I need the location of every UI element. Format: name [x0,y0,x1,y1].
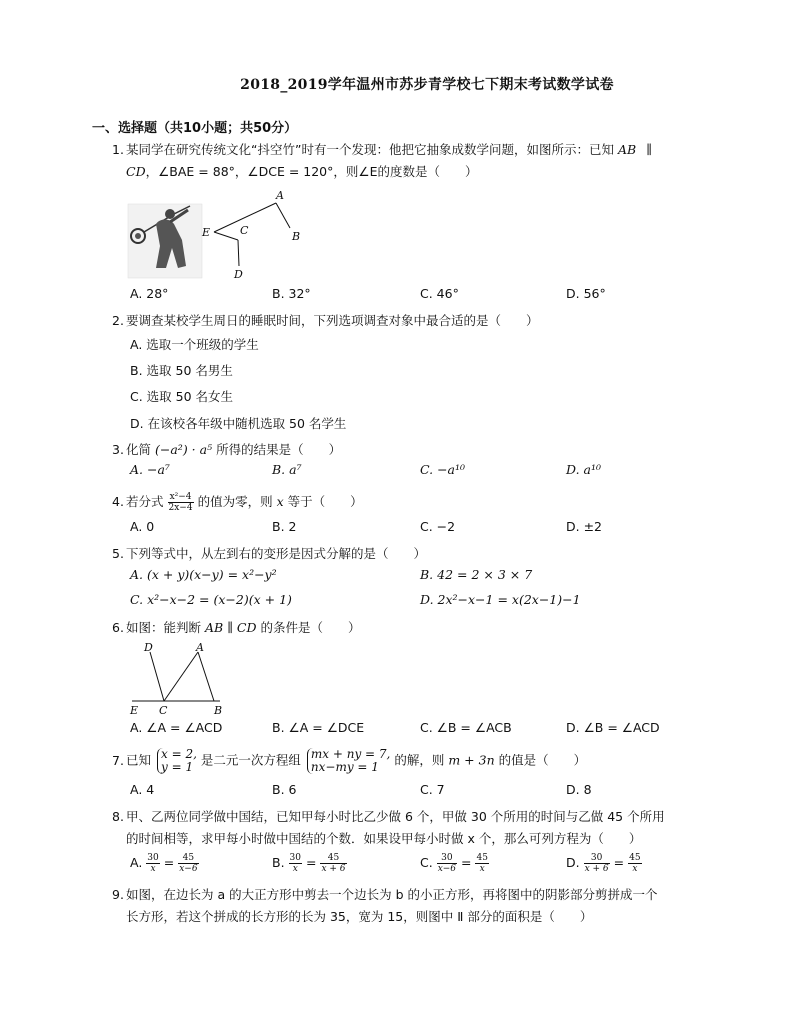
label-c: C [240,224,249,237]
label-b: B [214,704,223,717]
math-expression: AB ∥ CD [205,620,257,635]
question-text: 已知 [126,752,152,768]
fraction-right [320,853,346,874]
equals: = [163,855,175,870]
q5-option-d[interactable]: D. 2x²−x−1 = x(2x−1)−1 [420,592,581,607]
question-5 [112,543,712,565]
equals: = [461,855,472,870]
q4-option-b[interactable]: B. 2 [272,519,297,534]
segment-ca [164,652,198,701]
question-number: 6. [112,620,124,635]
fraction-right [178,853,198,874]
q6-option-c[interactable]: C. ∠B = ∠ACB [420,720,512,735]
q6-option-d[interactable]: D. ∠B = ∠ACD [566,720,660,735]
exam-title: 2018_2019学年温州市苏步青学校七下期末考试数学试卷 [240,77,614,93]
denominator: x [479,864,485,874]
numerator: 30 [437,853,457,864]
question-text-cont: ，∠BAE = 88°，∠DCE = 120°，则∠E的度数是（ ） [145,164,478,179]
q3-option-c[interactable]: C. −a¹⁰ [420,462,466,477]
question-text: 某同学在研究传统文化“抖空竹”时有一个发现：他把它抽象成数学问题，如图所示：已知 [126,142,614,157]
question-text: 若分式 [126,494,164,509]
fraction-left [584,853,610,874]
option-label: B. [272,855,285,870]
math-expression: m + 3n [448,752,495,768]
numerator: 30 [289,853,301,863]
question-number: 7. [112,752,124,768]
question-text-end: 的值是（ ） [498,752,587,768]
q3-option-a[interactable]: A. −a⁷ [130,462,170,477]
q3-option-b[interactable]: B. a⁷ [272,462,302,477]
label-c: C [159,704,168,717]
question-text: 要调查某校学生周日的睡眠时间，下列选项调查对象中最合适的是（ ） [126,313,539,328]
system-line-1: x = 2, [161,747,197,761]
fraction-right [628,853,641,874]
denominator: x [632,864,638,874]
denominator: x + 6 [584,864,609,874]
question-text-mid2: 的解，则 [394,752,445,768]
q7-option-b[interactable]: B. 6 [272,782,297,797]
numerator: 30 [147,853,159,863]
question-text: 如图：能判断 [126,620,202,635]
system-line-2: nx−my = 1 [310,760,379,774]
q7-option-c[interactable]: C. 7 [420,782,445,797]
label-d: D [144,641,153,654]
question-number: 8. [112,809,124,824]
q4-option-a[interactable]: A. 0 [130,519,155,534]
question-text-cont: 的时间相等，求甲每小时做中国结的个数．如果设甲每小时做 x 个，那么可列方程为（ ） [126,831,642,846]
math-ab: AB [617,142,637,157]
numerator: 45 [629,853,641,863]
denominator: x [292,864,298,874]
diagram-diabolo [126,188,316,288]
label-d: D [234,268,243,281]
equals: = [613,855,625,870]
question-number: 2. [112,313,124,328]
q8-option-a[interactable] [130,853,199,874]
q2-option-d[interactable]: D. 在该校各年级中随机选取 50 名学生 [130,416,347,431]
numerator: 30 [584,853,610,864]
question-number: 3. [112,442,124,457]
q8-option-c[interactable] [420,853,489,874]
question-text-cont: 长方形，若这个拼成的长方形的长为 35，宽为 15，则图中 Ⅱ 部分的面积是（ ） [126,909,593,924]
label-a: A [276,189,284,202]
denominator: x [150,864,156,874]
fraction-left [437,853,457,874]
label-e: E [130,704,139,717]
q8-option-d[interactable] [566,853,642,874]
question-text: 甲、乙两位同学做中国结，已知甲每小时比乙少做 6 个，甲做 30 个所用的时间与乙做 45 个所用 [126,809,665,824]
segment-dc [150,652,164,701]
label-b: B [292,230,301,243]
denominator: x−6 [179,864,198,874]
fraction-numerator: x²−4 [168,492,194,503]
q4-option-d[interactable]: D. ±2 [566,519,602,534]
fraction-denominator: 2x−4 [168,503,193,513]
numerator: 45 [320,853,346,864]
q5-option-c[interactable]: C. x²−x−2 = (x−2)(x + 1) [130,592,292,607]
q5-option-b[interactable]: B. 42 = 2 × 3 × 7 [420,567,533,582]
q6-option-a[interactable]: A. ∠A = ∠ACD [130,720,223,735]
numerator: 45 [178,853,198,864]
question-text-cont: 的条件是（ ） [260,620,361,635]
fraction-left [289,853,302,874]
q1-option-b[interactable]: B. 32° [272,286,311,301]
label-a: A [196,641,204,654]
question-text: 化简 [126,442,152,457]
segment-ab [198,652,214,701]
equals: = [305,855,317,870]
section-heading: 一、选择题（共10小题；共50分） [92,121,298,136]
question-text-end: 等于（ ） [287,494,363,509]
math-var: x [276,494,284,509]
q6-option-b[interactable]: B. ∠A = ∠DCE [272,720,365,735]
question-3 [112,439,712,461]
diabolo-figure [126,188,316,288]
q2-option-b[interactable]: B. 选取 50 名男生 [130,363,233,378]
q8-option-b[interactable] [272,853,347,874]
q5-option-a[interactable]: A. (x + y)(x−y) = x²−y² [130,567,277,582]
q1-option-c[interactable]: C. 46° [420,286,459,301]
question-text: 如图，在边长为 a 的大正方形中剪去一个边长为 b 的小正方形，再将图中的阴影部分剪拼成一个 [126,887,658,902]
segment-cd [238,240,239,266]
q2-option-c[interactable]: C. 选取 50 名女生 [130,389,234,404]
diabolo-ring-inner [135,233,141,239]
denominator: x + 6 [321,864,346,874]
question-text-cont: 的值为零，则 [197,494,273,509]
question-text: 下列等式中，从左到右的变形是因式分解的是（ ） [126,546,427,561]
option-label: D. [566,855,580,870]
segment-ec [214,232,238,240]
option-label: C. [420,855,433,870]
question-9 [112,884,712,928]
q2-option-a[interactable]: A. 选取一个班级的学生 [130,337,259,352]
math-cd: CD [126,164,146,179]
question-7 [112,748,712,774]
segment-ab [276,203,290,228]
solution-system [157,748,197,774]
parallel-symbol: ∥ [646,142,652,157]
question-4 [112,491,712,513]
fraction-right [475,853,488,874]
numerator: 45 [476,853,488,863]
label-e: E [202,226,211,239]
question-2 [112,310,712,332]
denominator: x−6 [437,864,457,874]
q3-option-d[interactable]: D. a¹⁰ [566,462,601,477]
question-number: 5. [112,546,124,561]
question-8 [112,806,712,850]
option-label: A. [130,855,143,870]
parallel-figure [128,640,238,718]
q7-option-d[interactable]: D. 8 [566,782,592,797]
q1-option-d[interactable]: D. 56° [566,286,606,301]
fraction-left [146,853,159,874]
diabolo-figure-head [165,209,175,219]
question-text-mid: 是二元一次方程组 [200,752,301,768]
system-line-1: mx + ny = 7, [310,747,391,761]
q1-option-a[interactable]: A. 28° [130,286,169,301]
equation-system [307,748,390,774]
system-line-2: y = 1 [161,760,194,774]
question-number: 9. [112,887,124,902]
question-number: 4. [112,494,124,509]
diagram-parallel [128,640,238,718]
q7-option-a[interactable]: A. 4 [130,782,155,797]
question-6 [112,617,712,639]
question-number: 1. [112,142,124,157]
q4-option-c[interactable]: C. −2 [420,519,456,534]
fraction [168,492,194,513]
math-expression: (−a²) · a⁵ [155,442,213,457]
question-1 [112,139,712,183]
question-text-cont: 所得的结果是（ ） [216,442,342,457]
